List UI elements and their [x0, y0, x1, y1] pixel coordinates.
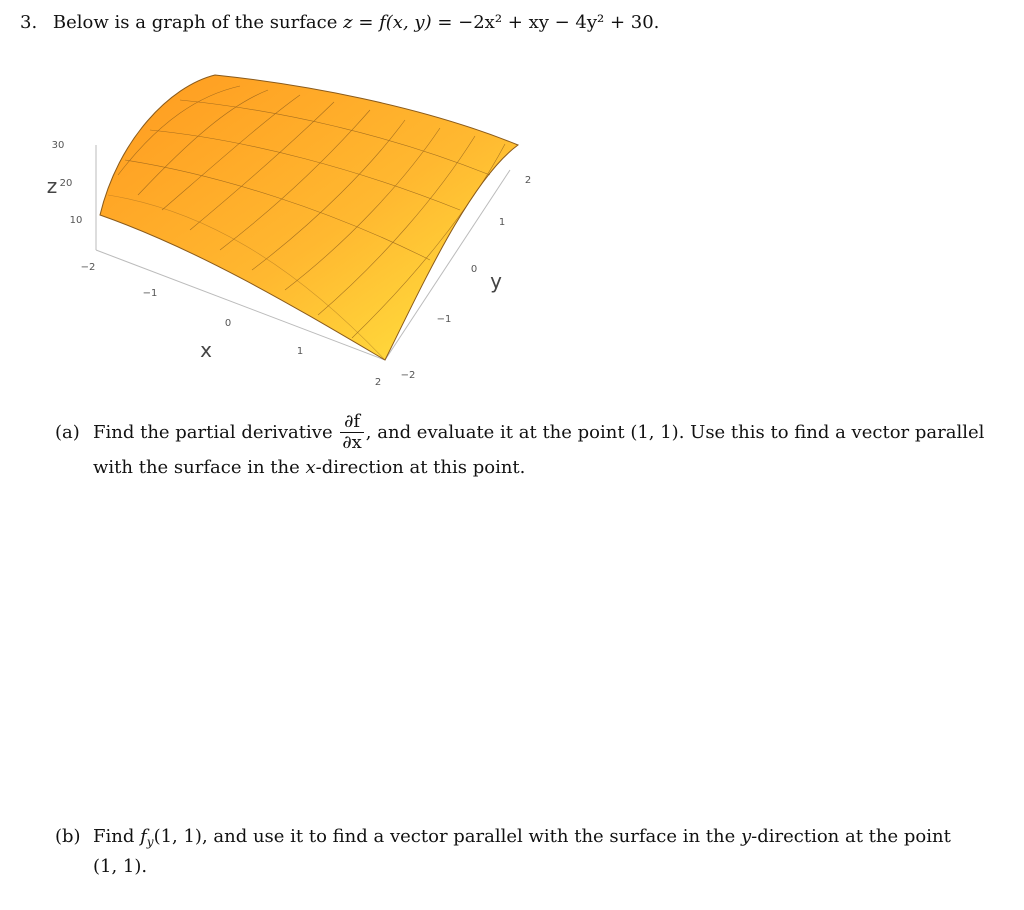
- y-axis-label: y: [490, 269, 502, 293]
- part-b-label: (b): [55, 826, 81, 847]
- part-a-text2: , and evaluate it at the point (1, 1). Use this to find a vector parallel: [365, 421, 985, 443]
- x-tick-neg1: −1: [142, 288, 158, 299]
- part-b-sub: y: [146, 835, 154, 849]
- x-tick-2: 2: [374, 377, 382, 388]
- z-axis: [47, 140, 83, 226]
- part-a-text1: Find the partial derivative: [93, 421, 333, 443]
- problem-statement: 3. Below is a graph of the surface z = f(x, y) = −2x² + xy − 4y² + 30.: [20, 12, 660, 33]
- fraction-numerator: ∂f: [340, 412, 363, 433]
- equation-rhs: −2x² + xy − 4y² + 30.: [458, 12, 660, 33]
- z-tick-20: 20: [59, 178, 73, 189]
- surface-patch: [100, 75, 518, 360]
- problem-intro: Below is a graph of the surface: [52, 12, 338, 33]
- part-a-text3-pre: with the surface in the: [93, 457, 300, 478]
- equation-lhs: z: [343, 12, 353, 33]
- x-tick-1: 1: [296, 346, 304, 357]
- part-a-text3-var: x: [305, 457, 316, 478]
- part-a-label: (a): [55, 421, 80, 443]
- surface-plot: [0, 60, 560, 400]
- y-tick-1: 1: [498, 217, 506, 228]
- part-a: [55, 412, 985, 483]
- part-a-line2: [55, 453, 985, 483]
- part-b-func: f: [140, 826, 147, 847]
- partial-derivative-fraction: [340, 412, 363, 453]
- part-b-text1-post: (1, 1), and use it to find a vector parallel with the surface in the: [153, 826, 736, 847]
- x-tick-neg2: −2: [80, 262, 96, 273]
- y-tick-2: 2: [524, 175, 532, 186]
- z-tick-30: 30: [51, 140, 65, 151]
- equation-function: f(x, y): [379, 12, 432, 33]
- part-a-line1: [93, 411, 985, 453]
- problem-number: 3.: [20, 12, 38, 33]
- fraction-denominator: ∂x: [342, 432, 362, 453]
- part-b: [55, 822, 985, 882]
- part-b-var: y: [740, 826, 752, 847]
- part-a-text3-post: -direction at this point.: [315, 457, 526, 478]
- y-tick-0: 0: [470, 264, 478, 275]
- x-axis-label: x: [200, 338, 212, 362]
- part-b-text1-end: -direction at the point: [751, 826, 951, 847]
- y-tick-neg1: −1: [436, 314, 452, 325]
- part-b-line1: [93, 826, 951, 847]
- z-tick-10: 10: [69, 215, 83, 226]
- part-b-line2: (1, 1).: [93, 856, 148, 877]
- x-tick-0: 0: [224, 318, 232, 329]
- z-axis-label: z: [46, 174, 58, 198]
- y-tick-neg2: −2: [400, 370, 416, 381]
- part-b-text1-pre: Find: [93, 826, 135, 847]
